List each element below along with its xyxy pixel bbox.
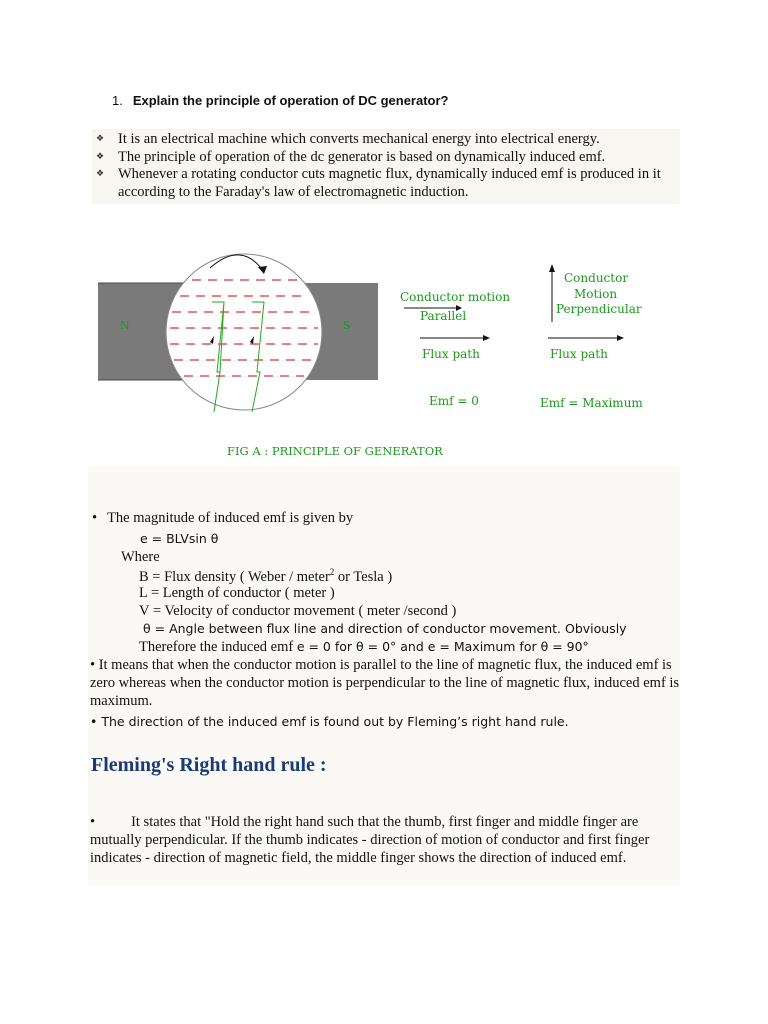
fleming-text: It states that "Hold the right hand such that the thumb, first finger and middle finger are mutually perpendicular. If the thumb indicates - direction of motion of conductor and first finger indicates - direction of magnetic field, the middle finger shows the direction of induced emf. bbox=[90, 814, 650, 866]
b-definition-tail: or Tesla ) bbox=[334, 568, 393, 585]
b-definition bbox=[139, 567, 392, 586]
perp-label-2: Motion bbox=[574, 287, 618, 301]
theta-definition: θ = Angle between flux line and direction of conductor movement. Obviously bbox=[143, 621, 627, 636]
where-label: Where bbox=[121, 549, 160, 565]
list-item bbox=[94, 149, 680, 167]
bullet: • bbox=[92, 510, 98, 526]
flux-arrow-icon bbox=[617, 335, 624, 341]
emf-intro-text: The magnitude of induced emf is given by bbox=[107, 510, 354, 526]
perp-label-1: Conductor bbox=[564, 271, 629, 285]
section-heading: Fleming's Right hand rule : bbox=[91, 754, 327, 776]
squared-sup: 2 bbox=[329, 567, 335, 577]
bullet: • bbox=[90, 814, 96, 830]
direction-line: • The direction of the induced emf is found out by Fleming’s right hand rule. bbox=[90, 714, 569, 729]
emf-intro bbox=[92, 510, 353, 527]
therefore-line bbox=[139, 639, 589, 656]
intro-point-1: It is an electrical machine which converts mechanical energy into electrical energy. bbox=[118, 131, 600, 147]
fleming-paragraph bbox=[90, 813, 682, 867]
diamond-bullet-icon: ❖ bbox=[96, 151, 105, 162]
therefore-text: Therefore the induced emf bbox=[139, 639, 297, 655]
question-title bbox=[112, 93, 448, 108]
question-text: Explain the principle of operation of DC generator? bbox=[132, 93, 449, 108]
diamond-bullet-icon: ❖ bbox=[96, 134, 105, 144]
perp-flux-label: Flux path bbox=[550, 347, 608, 361]
v-definition: V = Velocity of conductor movement ( meter /second ) bbox=[139, 603, 457, 619]
generator-diagram bbox=[92, 240, 680, 470]
generator-figure bbox=[92, 240, 680, 470]
therefore-math: e = 0 for θ = 0° and e = Maximum for θ = 90° bbox=[296, 639, 589, 654]
flux-arrow-icon bbox=[483, 335, 490, 341]
meaning-paragraph: • It means that when the conductor motion is parallel to the line of magnetic flux, the induced emf is zero whereas when the conductor motion is perpendicular to the line of magnetic flux, induced emf is maximum. bbox=[90, 657, 680, 709]
diamond-bullet-icon: ❖ bbox=[96, 169, 105, 179]
l-definition: L = Length of conductor ( meter ) bbox=[139, 585, 335, 601]
b-definition-text: B = Flux density ( Weber / meter bbox=[139, 568, 330, 585]
figure-caption: FIG A : PRINCIPLE OF GENERATOR bbox=[227, 444, 443, 458]
list-item bbox=[94, 131, 680, 149]
question-number: 1. bbox=[112, 93, 123, 108]
perp-label-3: Perpendicular bbox=[556, 302, 642, 316]
intro-point-3: Whenever a rotating conductor cuts magnetic flux, dynamically induced emf is produced in it according to the Faraday's law of electromagnetic induction. bbox=[118, 166, 661, 200]
motion-up-arrow-icon bbox=[549, 264, 555, 272]
intro-point-2: The principle of operation of the dc generator is based on dynamically induced emf. bbox=[118, 148, 606, 165]
south-label: S bbox=[343, 319, 351, 332]
list-item bbox=[94, 166, 680, 201]
parallel-label-1: Conductor motion bbox=[400, 290, 511, 304]
intro-list bbox=[94, 131, 680, 201]
perp-emf-label: Emf = Maximum bbox=[540, 396, 643, 410]
parallel-flux-label: Flux path bbox=[422, 347, 480, 361]
parallel-emf-label: Emf = 0 bbox=[429, 394, 479, 408]
emf-formula: e = BLVsin θ bbox=[140, 531, 219, 546]
armature-circle bbox=[166, 254, 322, 410]
north-label: N bbox=[120, 319, 130, 332]
parallel-label-2: Parallel bbox=[420, 309, 467, 323]
